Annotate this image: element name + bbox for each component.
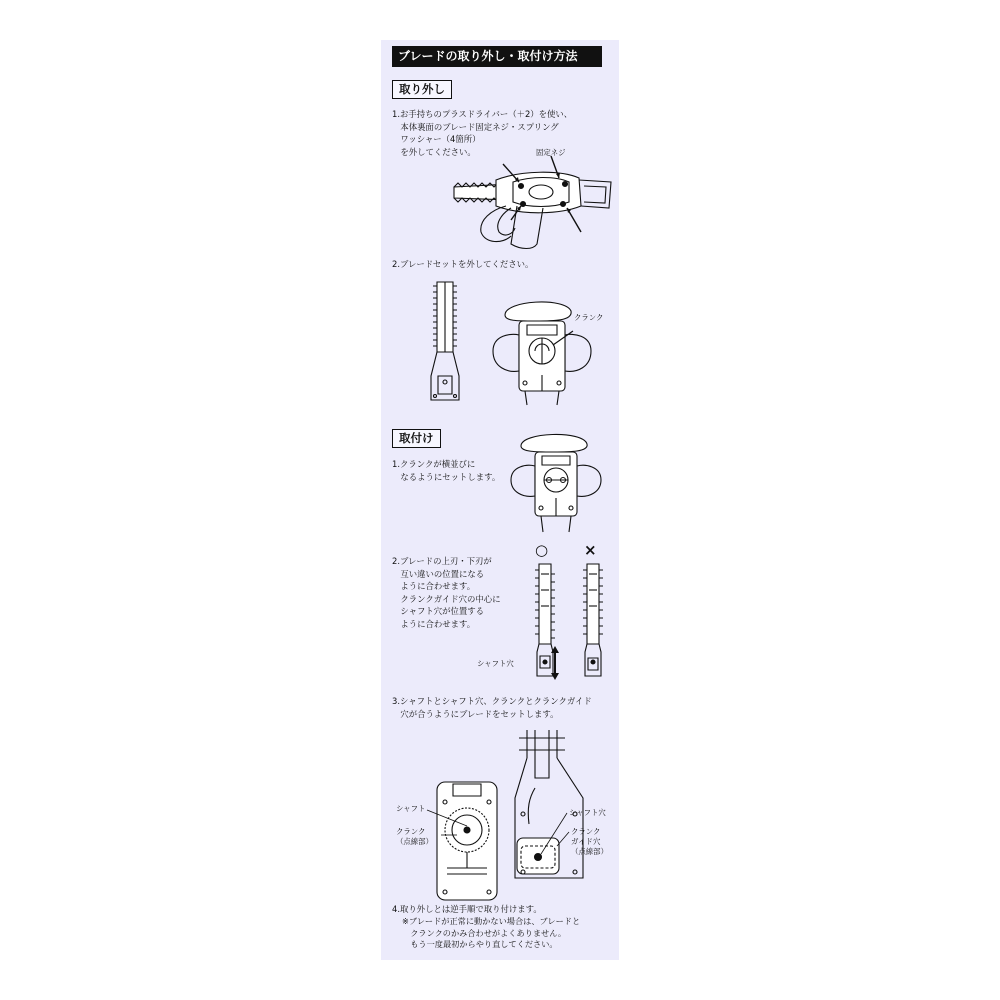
shaft-label: シャフト	[396, 804, 426, 813]
install-step3-text: 3.シャフトとシャフト穴、クランクとクランクガイド 穴が合うようにブレードをセットします。	[392, 696, 592, 719]
shaft-hole-label-step3: シャフト穴	[569, 808, 606, 817]
caution-note: ※ブレードが正常に動かない場合は、ブレードと クランクのかみ合わせがよくありません。 もう一度最初からやり直してください。	[402, 916, 581, 949]
crank-label-removal: クランク	[574, 313, 604, 322]
ok-mark: ○	[535, 541, 549, 559]
removal-step2-text: 2.ブレードセットを外してください。	[392, 259, 534, 269]
fixing-screw-label: 固定ネジ	[536, 148, 566, 157]
crank-dotted-label: クランク （点線部）	[396, 827, 433, 846]
page-title: ブレードの取り外し・取付け方法	[392, 46, 602, 67]
install-heading: 取付け	[392, 429, 441, 448]
removal-heading: 取り外し	[392, 80, 452, 99]
removal-step1-text: 1.お手持ちのプラスドライバー（＋2）を使い、 本体裏面のブレード固定ネジ・スプリング ワッシャー（4箇所） を外してください。	[392, 109, 573, 157]
leader-lines	[381, 40, 619, 960]
instruction-panel	[381, 40, 619, 960]
shaft-hole-label-step2: シャフト穴	[477, 659, 514, 668]
install-step2-text: 2.ブレードの上刃・下刃が 互い違いの位置になる ように合わせます。 クランクガイド穴の中心に シャフト穴が位置する ように合わせます。	[392, 556, 501, 629]
crank-guide-hole-label: クランク ガイド穴 （点線部）	[571, 827, 608, 856]
install-step4-text: 4.取り外しとは逆手順で取り付けます。	[392, 904, 542, 914]
install-step1-text: 1.クランクが横並びに なるようにセットします。	[392, 459, 501, 482]
ng-mark: ×	[584, 541, 597, 559]
